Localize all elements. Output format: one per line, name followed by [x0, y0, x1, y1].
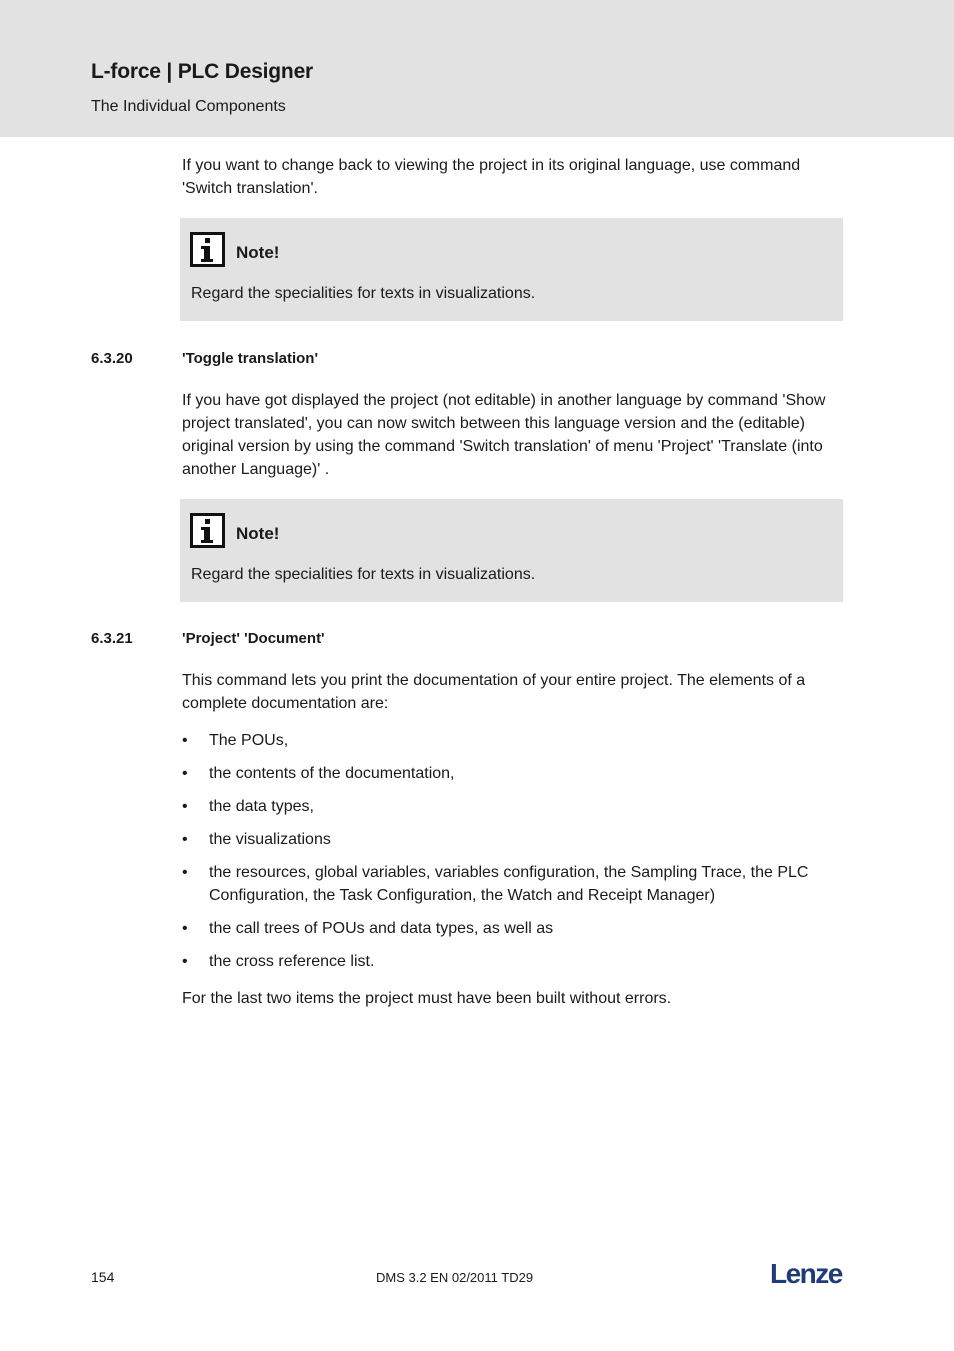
note-box — [180, 218, 843, 321]
document-id: DMS 3.2 EN 02/2011 TD29 — [376, 1270, 534, 1285]
list-item-text: the resources, global variables, variables configuration, the Sampling Trace, the PLC Configuration, the Task Configuration, the Watch and Receipt Manager) — [209, 864, 809, 904]
info-icon — [190, 232, 225, 267]
list-item-text: the data types, — [209, 798, 314, 815]
section-paragraph: If you have got displayed the project (not editable) in another language by command 'Show project translated', you can now switch between this language version and the (editable) original version by using the command 'Switch translation' of menu 'Project' 'Translate (into another Language)' . — [182, 392, 826, 478]
bullet-icon: • — [182, 953, 188, 970]
section-heading: 'Toggle translation' — [182, 350, 319, 367]
note-label: Note! — [236, 243, 280, 262]
page-header — [0, 0, 954, 137]
bullet-icon: • — [182, 798, 188, 815]
section-heading: 'Project' 'Document' — [182, 630, 325, 647]
closing-paragraph: For the last two items the project must have been built without errors. — [182, 990, 672, 1007]
page-number: 154 — [91, 1269, 115, 1285]
bullet-icon: • — [182, 864, 188, 881]
svg-text:Lenze: Lenze — [770, 1258, 842, 1288]
bullet-icon: • — [182, 831, 188, 848]
list-item-text: the contents of the documentation, — [209, 765, 455, 782]
note-text: Regard the specialities for texts in visualizations. — [191, 285, 536, 302]
section-number: 6.3.20 — [91, 350, 133, 367]
list-item-text: the visualizations — [209, 831, 331, 848]
section-paragraph: This command lets you print the documentation of your entire project. The elements of a complete documentation are: — [182, 672, 806, 712]
bullet-icon: • — [182, 765, 188, 782]
chapter-subtitle: The Individual Components — [91, 98, 286, 115]
section-number: 6.3.21 — [91, 630, 133, 647]
note-box — [180, 499, 843, 602]
info-icon — [190, 513, 225, 548]
bullet-icon: • — [182, 732, 188, 749]
bullet-icon: • — [182, 920, 188, 937]
document-title: L-force | PLC Designer — [91, 60, 314, 83]
list-item-text: the cross reference list. — [209, 953, 375, 970]
list-item-text: the call trees of POUs and data types, as well as — [209, 920, 554, 937]
intro-paragraph: If you want to change back to viewing the project in its original language, use command 'Switch translation'. — [182, 157, 801, 197]
note-text: Regard the specialities for texts in visualizations. — [191, 566, 536, 583]
note-label: Note! — [236, 524, 280, 543]
lenze-logo — [770, 1258, 850, 1288]
list-item-text: The POUs, — [209, 732, 289, 749]
